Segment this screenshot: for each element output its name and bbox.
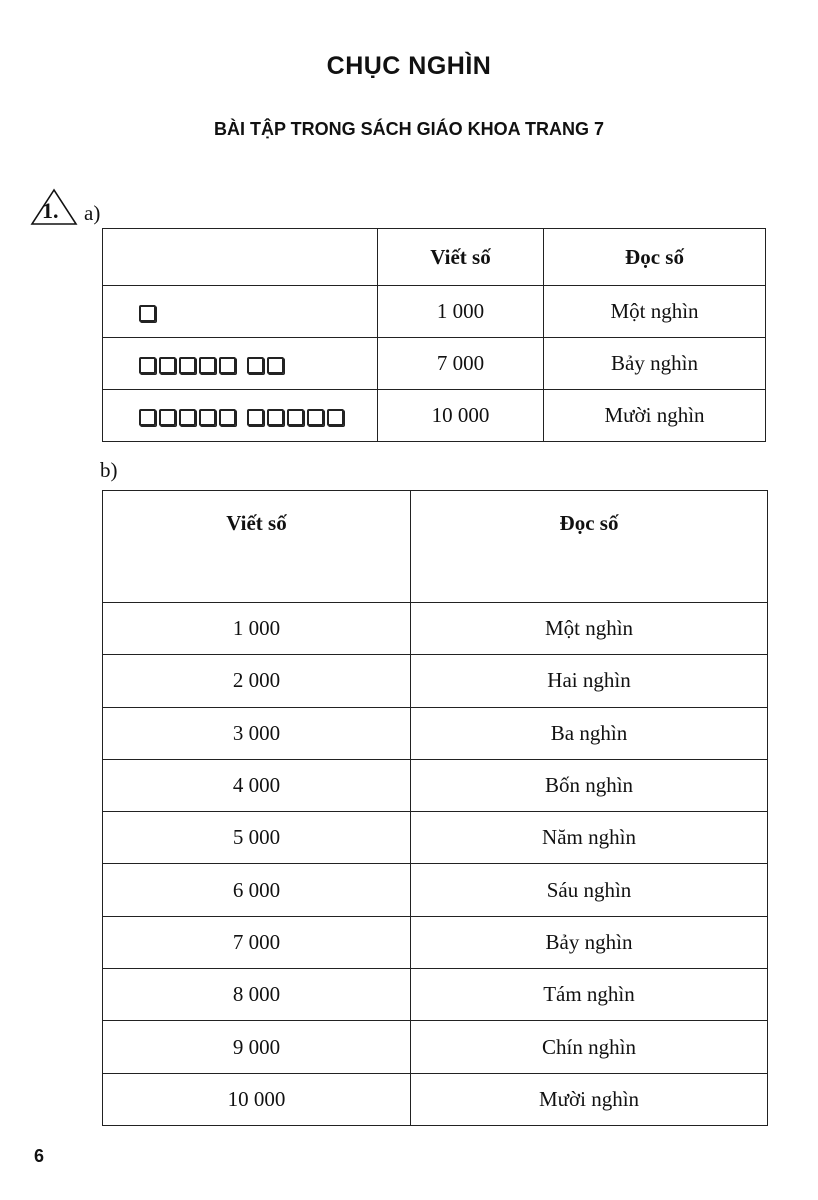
table-header-row [103, 229, 766, 286]
number-cell: 3 000 [103, 707, 411, 759]
thousand-block-icon [159, 409, 176, 426]
table-row [103, 603, 768, 655]
thousand-block-icon [199, 409, 216, 426]
number-cell: 10 000 [378, 390, 544, 442]
page-number: 6 [34, 1146, 45, 1166]
thousand-block-icon [139, 305, 156, 322]
table-row [103, 969, 768, 1021]
header-blocks [103, 229, 378, 286]
reading-cell: Bốn nghìn [411, 759, 768, 811]
number-cell: 9 000 [103, 1021, 411, 1073]
triangle-exercise-icon [30, 188, 78, 226]
reading-cell: Một nghìn [544, 286, 766, 338]
thousand-block-icon [267, 409, 284, 426]
table-a [102, 228, 766, 442]
thousand-block-icon [219, 357, 236, 374]
table-header-row [103, 491, 768, 603]
table-row [103, 655, 768, 707]
reading-cell: Năm nghìn [411, 812, 768, 864]
header-read-number: Đọc số [544, 229, 766, 286]
thousand-block-icon [327, 409, 344, 426]
reading-cell: Chín nghìn [411, 1021, 768, 1073]
page-subtitle: BÀI TẬP TRONG SÁCH GIÁO KHOA TRANG 7 [213, 119, 604, 139]
thousand-block-icon [159, 357, 176, 374]
table-row [103, 707, 768, 759]
thousand-block-icon [267, 357, 284, 374]
number-cell: 7 000 [378, 338, 544, 390]
reading-cell: Sáu nghìn [411, 864, 768, 916]
number-cell: 8 000 [103, 969, 411, 1021]
thousand-blocks-cell [103, 286, 378, 338]
reading-cell: Bảy nghìn [544, 338, 766, 390]
table-row [103, 812, 768, 864]
exercise-header [30, 188, 100, 226]
table-row [103, 286, 766, 338]
thousand-block-icon [199, 357, 216, 374]
number-cell: 1 000 [378, 286, 544, 338]
thousand-blocks-cell [103, 338, 378, 390]
header-write-number: Viết số [103, 491, 411, 603]
number-cell: 10 000 [103, 1073, 411, 1125]
table-b [102, 490, 768, 1126]
table-row [103, 864, 768, 916]
thousand-block-icon [139, 409, 156, 426]
number-cell: 5 000 [103, 812, 411, 864]
reading-cell: Ba nghìn [411, 707, 768, 759]
thousand-block-icon [247, 357, 264, 374]
number-cell: 7 000 [103, 916, 411, 968]
thousand-blocks-cell [103, 390, 378, 442]
table-row [103, 759, 768, 811]
thousand-block-icon [179, 409, 196, 426]
table-row [103, 916, 768, 968]
thousand-block-icon [307, 409, 324, 426]
thousand-block-icon [139, 357, 156, 374]
exercise-number: 1. [42, 198, 59, 223]
header-read-number: Đọc số [411, 491, 768, 603]
header-write-number: Viết số [378, 229, 544, 286]
number-cell: 6 000 [103, 864, 411, 916]
number-cell: 4 000 [103, 759, 411, 811]
thousand-block-icon [247, 409, 264, 426]
part-b-label: b) [100, 458, 118, 482]
table-row [103, 1021, 768, 1073]
reading-cell: Mười nghìn [411, 1073, 768, 1125]
reading-cell: Mười nghìn [544, 390, 766, 442]
table-row [103, 338, 766, 390]
number-cell: 2 000 [103, 655, 411, 707]
number-cell: 1 000 [103, 603, 411, 655]
page-title: CHỤC NGHÌN [326, 52, 492, 80]
part-a-label: a) [84, 201, 101, 225]
reading-cell: Tám nghìn [411, 969, 768, 1021]
reading-cell: Một nghìn [411, 603, 768, 655]
reading-cell: Hai nghìn [411, 655, 768, 707]
thousand-block-icon [179, 357, 196, 374]
thousand-block-icon [219, 409, 236, 426]
thousand-block-icon [287, 409, 304, 426]
table-row [103, 390, 766, 442]
reading-cell: Bảy nghìn [411, 916, 768, 968]
table-row [103, 1073, 768, 1125]
